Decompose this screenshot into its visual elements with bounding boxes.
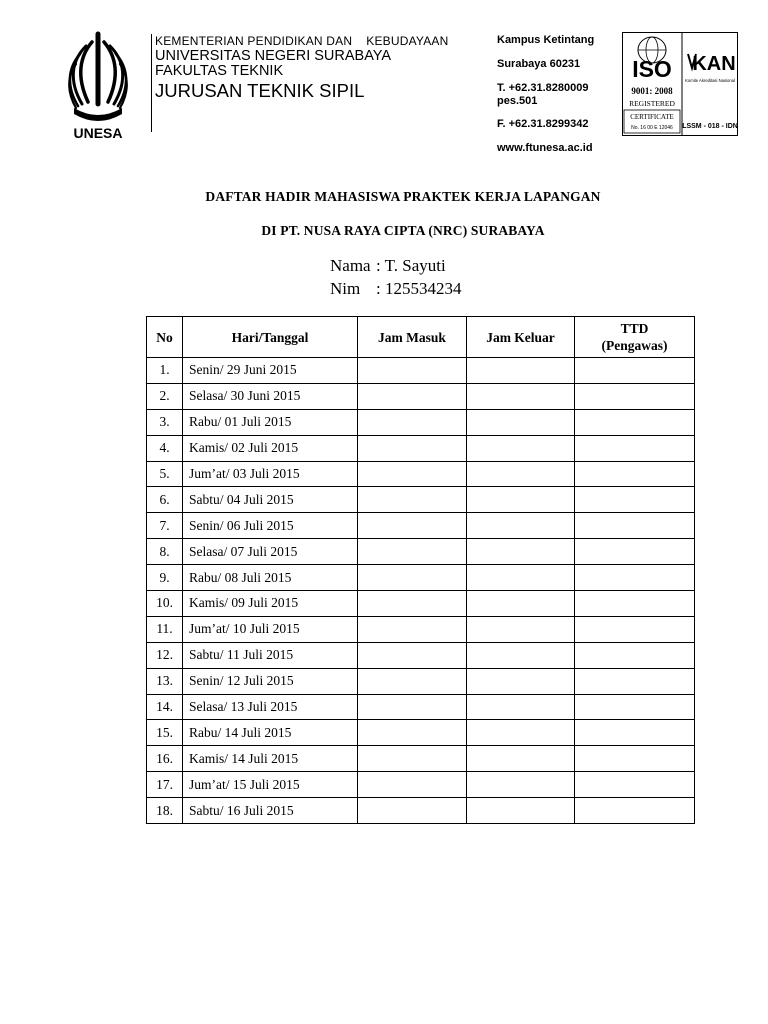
row-date: Jum’at/ 10 Juli 2015 [183,616,358,642]
time-out-cell[interactable] [467,642,575,668]
row-date: Selasa/ 13 Juli 2015 [183,694,358,720]
row-number: 12. [147,642,183,668]
time-out-cell[interactable] [467,720,575,746]
signature-cell[interactable] [575,616,695,642]
time-out-cell[interactable] [467,383,575,409]
row-date: Selasa/ 07 Juli 2015 [183,539,358,565]
row-number: 2. [147,383,183,409]
table-row [147,772,695,798]
row-date: Jum’at/ 15 Juli 2015 [183,772,358,798]
row-date: Sabtu/ 04 Juli 2015 [183,487,358,513]
time-in-cell[interactable] [358,435,467,461]
time-out-cell[interactable] [467,772,575,798]
time-in-cell[interactable] [358,720,467,746]
row-date: Rabu/ 14 Juli 2015 [183,720,358,746]
signature-cell[interactable] [575,668,695,694]
time-out-cell[interactable] [467,616,575,642]
time-in-cell[interactable] [358,772,467,798]
contact-campus: Kampus Ketintang [497,34,595,46]
time-out-cell[interactable] [467,461,575,487]
row-date: Rabu/ 08 Juli 2015 [183,565,358,591]
department-name: JURUSAN TEKNIK SIPIL [155,80,365,101]
row-number: 1. [147,358,183,384]
time-out-cell[interactable] [467,539,575,565]
table-row [147,616,695,642]
row-number: 9. [147,565,183,591]
document-subtitle: DI PT. NUSA RAYA CIPTA (NRC) SURABAYA [261,223,545,238]
time-in-cell[interactable] [358,616,467,642]
header-divider [151,34,152,132]
row-number: 8. [147,539,183,565]
table-row [147,798,695,824]
signature-cell[interactable] [575,720,695,746]
row-date: Senin/ 29 Juni 2015 [183,358,358,384]
table-row [147,358,695,384]
row-date: Kamis/ 02 Juli 2015 [183,435,358,461]
row-date: Kamis/ 14 Juli 2015 [183,746,358,772]
row-number: 10. [147,591,183,617]
time-in-cell[interactable] [358,591,467,617]
signature-cell[interactable] [575,539,695,565]
certificate-label: CERTIFICATE [630,113,674,121]
signature-cell[interactable] [575,694,695,720]
time-out-cell[interactable] [467,668,575,694]
header-signature-line2: (Pengawas) [601,338,668,353]
table-row [147,513,695,539]
time-in-cell[interactable] [358,461,467,487]
row-number: 17. [147,772,183,798]
signature-cell[interactable] [575,565,695,591]
contact-phone: T. +62.31.8280009 pes.501 [497,82,589,107]
student-name-line [330,256,446,276]
row-number: 5. [147,461,183,487]
signature-cell[interactable] [575,746,695,772]
unesa-logo [66,30,130,142]
contact-fax: F. +62.31.8299342 [497,118,589,130]
time-out-cell[interactable] [467,513,575,539]
time-out-cell[interactable] [467,591,575,617]
time-out-cell[interactable] [467,565,575,591]
time-out-cell[interactable] [467,746,575,772]
contact-website: www.ftunesa.ac.id [497,142,593,154]
time-in-cell[interactable] [358,694,467,720]
header-date: Hari/Tanggal [183,317,358,358]
header-no: No [147,317,183,358]
table-row [147,720,695,746]
table-row [147,383,695,409]
row-number: 16. [147,746,183,772]
table-row [147,539,695,565]
signature-cell[interactable] [575,435,695,461]
kan-code: LSSM - 018 - IDN [682,123,738,130]
iso-text: ISO [632,56,672,82]
attendance-table [146,316,695,824]
row-date: Rabu/ 01 Juli 2015 [183,409,358,435]
time-in-cell[interactable] [358,358,467,384]
signature-cell[interactable] [575,461,695,487]
time-out-cell[interactable] [467,487,575,513]
row-number: 7. [147,513,183,539]
header-time-out: Jam Keluar [467,317,575,358]
time-in-cell[interactable] [358,668,467,694]
certificate-number: No. 16 00 E 12046 [631,125,673,131]
signature-cell[interactable] [575,383,695,409]
university-name: UNIVERSITAS NEGERI SURABAYA [155,48,392,64]
time-in-cell[interactable] [358,487,467,513]
header-signature [575,317,695,358]
nim-label: Nim [330,279,361,298]
row-date: Senin/ 12 Juli 2015 [183,668,358,694]
header-signature-line1: TTD [620,321,649,336]
time-out-cell[interactable] [467,694,575,720]
signature-cell[interactable] [575,591,695,617]
time-out-cell[interactable] [467,435,575,461]
table-row [147,435,695,461]
row-number: 13. [147,668,183,694]
time-in-cell[interactable] [358,513,467,539]
kan-subtitle: Komite Akreditasi Nasional [685,78,735,83]
iso-standard: 9001: 2008 [631,86,673,96]
name-value: : T. Sayuti [376,256,446,275]
time-in-cell[interactable] [358,383,467,409]
table-row [147,487,695,513]
table-header-row [147,317,695,358]
contact-city: Surabaya 60231 [497,58,581,70]
signature-cell[interactable] [575,772,695,798]
signature-cell[interactable] [575,487,695,513]
time-in-cell[interactable] [358,539,467,565]
row-number: 6. [147,487,183,513]
row-date: Selasa/ 30 Juni 2015 [183,383,358,409]
table-row [147,668,695,694]
iso-kan-certification [622,32,738,136]
table-row [147,461,695,487]
row-number: 4. [147,435,183,461]
row-number: 3. [147,409,183,435]
signature-cell[interactable] [575,358,695,384]
logo-text: UNESA [73,125,123,141]
student-nim-line [330,279,461,299]
nim-value: : 125534234 [376,279,462,298]
time-in-cell[interactable] [358,642,467,668]
row-number: 15. [147,720,183,746]
document-title: DAFTAR HADIR MAHASISWA PRAKTEK KERJA LAPANGAN [205,189,601,204]
table-row [147,409,695,435]
time-in-cell[interactable] [358,798,467,824]
time-out-cell[interactable] [467,358,575,384]
row-date: Kamis/ 09 Juli 2015 [183,591,358,617]
registered-label: REGISTERED [629,99,675,108]
signature-cell[interactable] [575,642,695,668]
time-out-cell[interactable] [467,798,575,824]
time-in-cell[interactable] [358,409,467,435]
time-out-cell[interactable] [467,409,575,435]
signature-cell[interactable] [575,513,695,539]
header-time-in: Jam Masuk [358,317,467,358]
ministry-name: KEMENTERIAN PENDIDIKAN DAN KEBUDAYAAN [155,34,449,48]
table-row [147,694,695,720]
signature-cell[interactable] [575,409,695,435]
faculty-name: FAKULTAS TEKNIK [155,63,284,79]
row-number: 18. [147,798,183,824]
table-row [147,565,695,591]
kan-text: KAN [692,53,736,75]
time-in-cell[interactable] [358,746,467,772]
table-row [147,591,695,617]
row-date: Jum’at/ 03 Juli 2015 [183,461,358,487]
table-row [147,642,695,668]
row-date: Senin/ 06 Juli 2015 [183,513,358,539]
row-number: 11. [147,616,183,642]
signature-cell[interactable] [575,798,695,824]
table-row [147,746,695,772]
name-label: Nama [330,256,371,275]
row-date: Sabtu/ 16 Juli 2015 [183,798,358,824]
row-number: 14. [147,694,183,720]
row-date: Sabtu/ 11 Juli 2015 [183,642,358,668]
time-in-cell[interactable] [358,565,467,591]
